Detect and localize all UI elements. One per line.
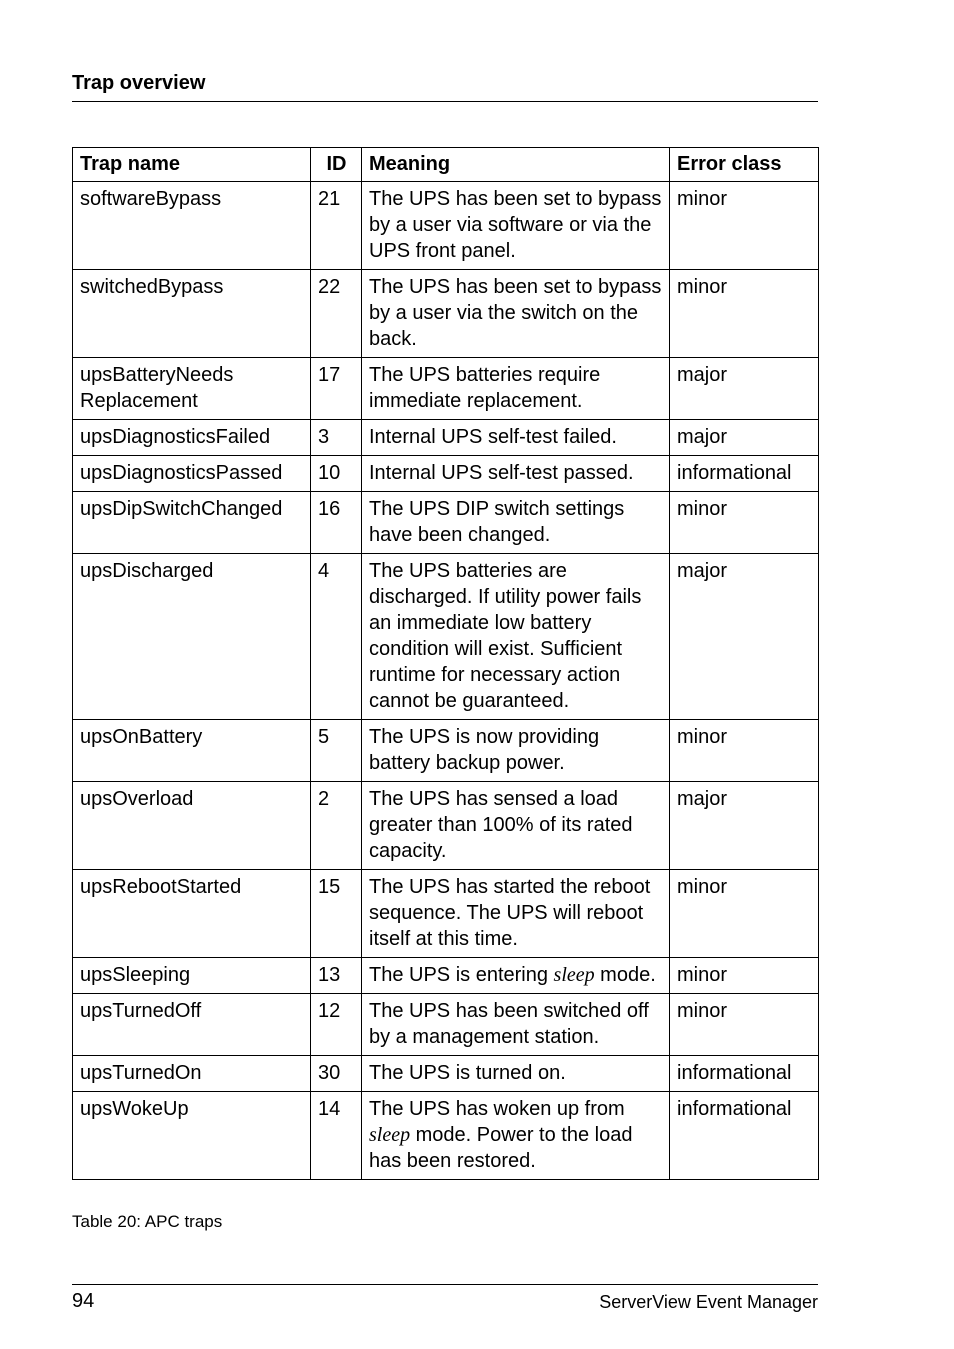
table-row	[73, 554, 819, 720]
error-class-cell: minor	[670, 870, 819, 958]
trap-name-cell: upsOverload	[73, 782, 311, 870]
table-row	[73, 358, 819, 420]
trap-name-cell: softwareBypass	[73, 182, 311, 270]
table-header-row	[73, 148, 819, 182]
trap-name-cell: upsDipSwitchChanged	[73, 492, 311, 554]
trap-name-cell: upsSleeping	[73, 958, 311, 994]
trap-name-cell: upsWokeUp	[73, 1092, 311, 1180]
trap-meaning-cell: The UPS has been switched off by a management station.	[362, 994, 670, 1056]
trap-id-cell: 17	[311, 358, 362, 420]
error-class-cell: minor	[670, 958, 819, 994]
trap-id-cell: 30	[311, 1056, 362, 1092]
error-class-cell: minor	[670, 720, 819, 782]
error-class-cell: informational	[670, 456, 819, 492]
trap-id-cell: 22	[311, 270, 362, 358]
error-class-cell: minor	[670, 994, 819, 1056]
trap-meaning-cell: The UPS has been set to bypass by a user via the switch on the back.	[362, 270, 670, 358]
error-class-cell: major	[670, 782, 819, 870]
document-title: ServerView Event Manager	[599, 1292, 818, 1312]
trap-meaning-cell: The UPS batteries are discharged. If utility power fails an immediate low battery condition will exist. Sufficient runtime for necessary action cannot be guaranteed.	[362, 554, 670, 720]
trap-meaning-cell	[362, 958, 670, 994]
trap-name-cell: upsOnBattery	[73, 720, 311, 782]
trap-meaning-cell	[362, 1092, 670, 1180]
trap-id-cell: 12	[311, 994, 362, 1056]
table-row	[73, 958, 819, 994]
trap-meaning-cell: The UPS has been set to bypass by a user via software or via the UPS front panel.	[362, 182, 670, 270]
column-header-trap-name: Trap name	[73, 148, 311, 182]
error-class-cell: minor	[670, 492, 819, 554]
trap-name-cell: upsBatteryNeeds Replacement	[73, 358, 311, 420]
column-header-error-class: Error class	[670, 148, 819, 182]
emphasized-term: sleep	[369, 1124, 411, 1146]
error-class-cell: informational	[670, 1092, 819, 1180]
error-class-cell: informational	[670, 1056, 819, 1092]
trap-id-cell: 4	[311, 554, 362, 720]
table-row	[73, 270, 819, 358]
trap-meaning-cell: The UPS DIP switch settings have been changed.	[362, 492, 670, 554]
trap-id-cell: 2	[311, 782, 362, 870]
error-class-cell: minor	[670, 270, 819, 358]
table-row	[73, 1056, 819, 1092]
error-class-cell: minor	[670, 182, 819, 270]
trap-meaning-cell: Internal UPS self-test failed.	[362, 420, 670, 456]
header-divider	[72, 101, 818, 102]
table-row	[73, 720, 819, 782]
trap-id-cell: 13	[311, 958, 362, 994]
trap-id-cell: 21	[311, 182, 362, 270]
trap-id-cell: 10	[311, 456, 362, 492]
error-class-cell: major	[670, 420, 819, 456]
meaning-text: mode. Power to the load has been restored.	[369, 1124, 633, 1172]
trap-name-cell: upsRebootStarted	[73, 870, 311, 958]
trap-id-cell: 15	[311, 870, 362, 958]
trap-meaning-cell: The UPS is turned on.	[362, 1056, 670, 1092]
footer-divider	[72, 1284, 818, 1285]
table-row	[73, 1092, 819, 1180]
error-class-cell: major	[670, 554, 819, 720]
table-row	[73, 456, 819, 492]
trap-name-cell: upsDiagnosticsPassed	[73, 456, 311, 492]
trap-id-cell: 16	[311, 492, 362, 554]
meaning-text: mode.	[594, 964, 656, 986]
trap-meaning-cell: The UPS batteries require immediate replacement.	[362, 358, 670, 420]
trap-meaning-cell: Internal UPS self-test passed.	[362, 456, 670, 492]
trap-meaning-cell: The UPS has started the reboot sequence. The UPS will reboot itself at this time.	[362, 870, 670, 958]
table-row	[73, 182, 819, 270]
error-class-cell: major	[670, 358, 819, 420]
page-number: 94	[72, 1290, 95, 1312]
table-caption: Table 20: APC traps	[72, 1212, 223, 1231]
column-header-id: ID	[311, 148, 362, 182]
trap-id-cell: 5	[311, 720, 362, 782]
trap-id-cell: 14	[311, 1092, 362, 1180]
meaning-text: The UPS has woken up from	[369, 1098, 625, 1120]
trap-name-cell: upsTurnedOff	[73, 994, 311, 1056]
trap-name-cell: upsTurnedOn	[73, 1056, 311, 1092]
emphasized-term: sleep	[553, 964, 595, 986]
column-header-meaning: Meaning	[362, 148, 670, 182]
apc-traps-table	[72, 147, 819, 1180]
trap-name-cell: upsDiagnosticsFailed	[73, 420, 311, 456]
table-row	[73, 420, 819, 456]
table-row	[73, 870, 819, 958]
trap-name-cell: switchedBypass	[73, 270, 311, 358]
table-row	[73, 782, 819, 870]
trap-id-cell: 3	[311, 420, 362, 456]
trap-meaning-cell: The UPS is now providing battery backup power.	[362, 720, 670, 782]
meaning-text: The UPS is entering	[369, 964, 554, 986]
table-row	[73, 994, 819, 1056]
table-row	[73, 492, 819, 554]
trap-meaning-cell: The UPS has sensed a load greater than 100% of its rated capacity.	[362, 782, 670, 870]
trap-name-cell: upsDischarged	[73, 554, 311, 720]
section-title: Trap overview	[72, 72, 206, 94]
